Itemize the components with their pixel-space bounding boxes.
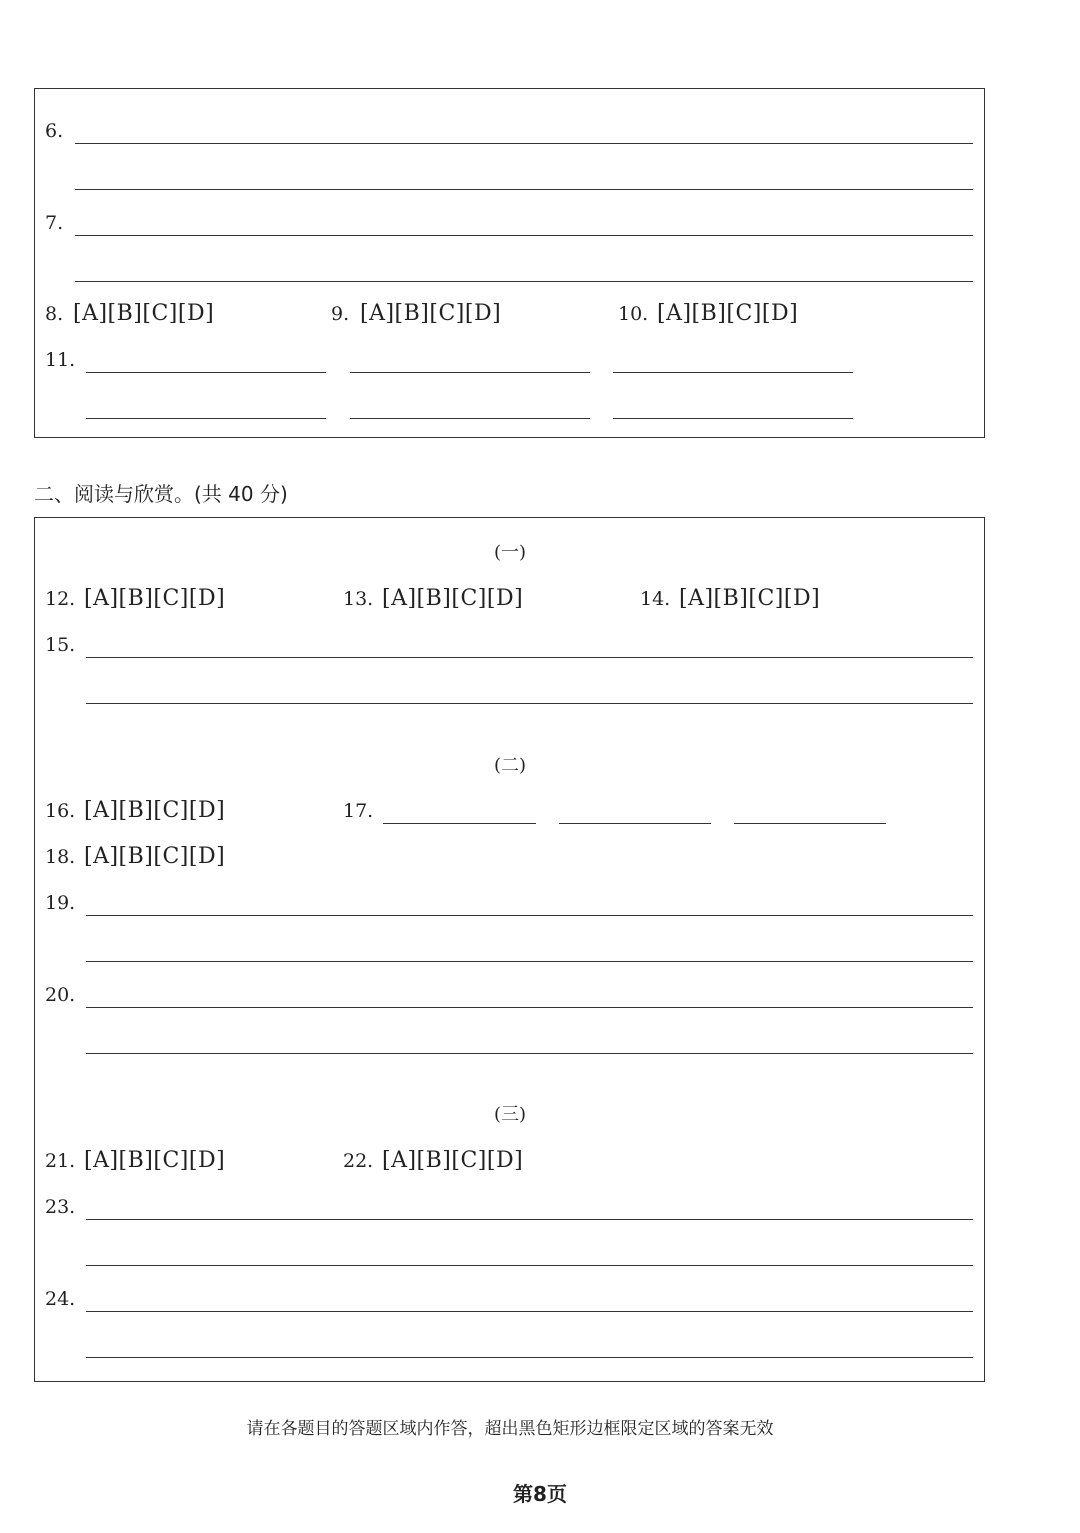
answer-line-17c[interactable] bbox=[734, 823, 886, 824]
question-21-options[interactable]: [A][B][C][D] bbox=[84, 1148, 226, 1173]
question-17-number: 17. bbox=[343, 800, 374, 822]
question-10-number: 10. bbox=[618, 303, 649, 325]
question-9-options[interactable]: [A][B][C][D] bbox=[360, 301, 502, 326]
answer-box-part1 bbox=[34, 88, 985, 438]
answer-line-23a[interactable] bbox=[86, 1219, 973, 1220]
question-23-number: 23. bbox=[45, 1196, 76, 1218]
answer-line-19a[interactable] bbox=[86, 915, 973, 916]
question-12-options[interactable]: [A][B][C][D] bbox=[84, 586, 226, 611]
answer-line-11a[interactable] bbox=[86, 372, 326, 373]
answer-line-11d[interactable] bbox=[86, 418, 326, 419]
question-9-number: 9. bbox=[331, 303, 350, 325]
answer-line-11c[interactable] bbox=[613, 372, 853, 373]
question-21-number: 21. bbox=[45, 1150, 76, 1172]
answer-area-notice: 请在各题目的答题区域内作答，超出黑色矩形边框限定区域的答案无效 bbox=[246, 1419, 774, 1439]
answer-box-section2 bbox=[34, 517, 985, 1382]
question-15-number: 15. bbox=[45, 634, 76, 656]
question-19-number: 19. bbox=[45, 892, 76, 914]
question-16-options[interactable]: [A][B][C][D] bbox=[84, 798, 226, 823]
answer-line-24a[interactable] bbox=[86, 1311, 973, 1312]
question-8-options[interactable]: [A][B][C][D] bbox=[73, 301, 215, 326]
answer-line-15b[interactable] bbox=[86, 703, 973, 704]
question-10-options[interactable]: [A][B][C][D] bbox=[657, 301, 799, 326]
answer-line-6a[interactable] bbox=[75, 143, 973, 144]
question-11-number: 11. bbox=[45, 349, 76, 371]
question-13-options[interactable]: [A][B][C][D] bbox=[382, 586, 524, 611]
answer-line-20b[interactable] bbox=[86, 1053, 973, 1054]
question-18-options[interactable]: [A][B][C][D] bbox=[84, 844, 226, 869]
question-24-number: 24. bbox=[45, 1288, 76, 1310]
question-14-options[interactable]: [A][B][C][D] bbox=[679, 586, 821, 611]
subsection-3-heading: (三) bbox=[493, 1104, 527, 1125]
subsection-1-heading: (一) bbox=[493, 542, 527, 563]
subsection-2-heading: (二) bbox=[493, 755, 527, 776]
question-8-number: 8. bbox=[45, 303, 64, 325]
question-13-number: 13. bbox=[343, 588, 374, 610]
answer-line-11b[interactable] bbox=[350, 372, 590, 373]
question-7-number: 7. bbox=[45, 212, 64, 234]
answer-line-7b[interactable] bbox=[75, 281, 973, 282]
question-12-number: 12. bbox=[45, 588, 76, 610]
answer-line-23b[interactable] bbox=[86, 1265, 973, 1266]
answer-line-17b[interactable] bbox=[559, 823, 711, 824]
answer-line-19b[interactable] bbox=[86, 961, 973, 962]
answer-line-17a[interactable] bbox=[383, 823, 536, 824]
question-20-number: 20. bbox=[45, 984, 76, 1006]
question-6-number: 6. bbox=[45, 120, 64, 142]
question-22-number: 22. bbox=[343, 1150, 374, 1172]
page-number: 第8页 bbox=[513, 1482, 567, 1506]
answer-line-15a[interactable] bbox=[86, 657, 973, 658]
answer-line-6b[interactable] bbox=[75, 189, 973, 190]
section-2-title: 二、阅读与欣赏。(共 40 分) bbox=[34, 482, 288, 506]
answer-line-24b[interactable] bbox=[86, 1357, 973, 1358]
answer-line-20a[interactable] bbox=[86, 1007, 973, 1008]
question-16-number: 16. bbox=[45, 800, 76, 822]
question-14-number: 14. bbox=[640, 588, 671, 610]
answer-line-11e[interactable] bbox=[350, 418, 590, 419]
answer-line-7a[interactable] bbox=[75, 235, 973, 236]
question-18-number: 18. bbox=[45, 846, 76, 868]
answer-line-11f[interactable] bbox=[613, 418, 853, 419]
question-22-options[interactable]: [A][B][C][D] bbox=[382, 1148, 524, 1173]
